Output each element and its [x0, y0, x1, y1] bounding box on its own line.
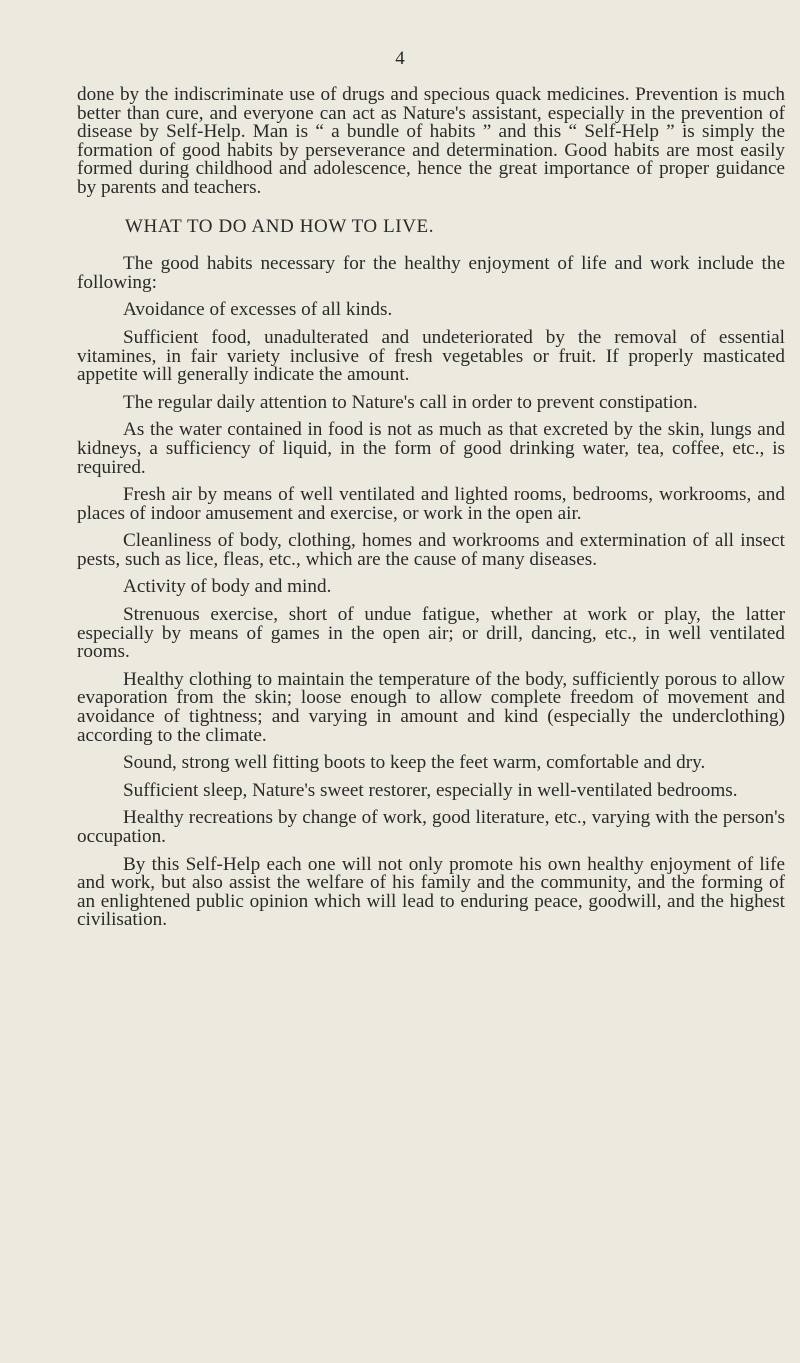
paragraph-fresh-air: Fresh air by means of well ventilated and lighted rooms, bedrooms, workrooms, and places of indoor amusement and exercise, or work in the open air.: [77, 484, 785, 524]
paragraph-boots: Sound, strong well fitting boots to keep the feet warm, comfortable and dry.: [123, 752, 706, 774]
paragraph-water: As the water contained in food is not as much as that excreted by the skin, lungs and kidneys, a sufficiency of liquid, in the form of good drinking water, tea, coffee, etc., is required.: [77, 419, 785, 478]
section-heading: WHAT TO DO AND HOW TO LIVE.: [125, 215, 435, 237]
intro-paragraph: done by the indiscriminate use of drugs and specious quack medicines. Prevention is much better than cure, and everyone can act as Nature's assistant, especially in the prevention of disease by Self-Help. Man is “ a bundle of habits ” and this “ Self-Help ” is simply the formation of good habits by perseverance and determination. Good habits are most easily formed during childhood and adolescence, hence the great importance of proper guidance by parents and teachers.: [77, 84, 785, 198]
paragraph-healthy-clothing: Healthy clothing to maintain the temperature of the body, sufficiently porous to allow evaporation from the skin; loose enough to allow complete freedom of movement and avoidance of tightness; and varying in amount and kind (especially the underclothing) according to the climate.: [77, 668, 785, 746]
text-column: [77, 86, 785, 939]
page-number: 4: [395, 48, 405, 69]
paragraph-self-help: By this Self-Help each one will not only promote his own healthy enjoyment of life and work, but also assist the welfare of his family and the community, and the forming of an enlightened public opinion which will lead to enduring peace, goodwill, and the highest civilisation.: [77, 853, 785, 931]
paragraph-cleanliness: Cleanliness of body, clothing, homes and workrooms and extermination of all insect pests, such as lice, fleas, etc., which are the cause of many diseases.: [77, 530, 785, 570]
paragraph-recreations: Healthy recreations by change of work, good literature, etc., varying with the person's occupation.: [77, 807, 785, 847]
paragraph-strenuous-exercise: Strenuous exercise, short of undue fatigue, whether at work or play, the latter especially by means of games in the open air; or drill, dancing, etc., in well ventilated rooms.: [77, 604, 785, 663]
paragraph-good-habits: The good habits necessary for the healthy enjoyment of life and work include the following:: [77, 253, 785, 293]
paragraph-sufficient-food: Sufficient food, unadulterated and undeteriorated by the removal of essential vitamines, in fair variety inclusive of fresh vegetables or fruit. If properly masticated appetite will generally indicate the amount.: [77, 326, 785, 386]
paragraph-natures-call: The regular daily attention to Nature's call in order to prevent constipation.: [123, 391, 698, 413]
paragraph-avoidance-of-excesses: Avoidance of excesses of all kinds.: [123, 299, 393, 321]
paragraph-activity: Activity of body and mind.: [123, 576, 332, 598]
paragraph-sleep: Sufficient sleep, Nature's sweet restorer, especially in well-ventilated bedrooms.: [123, 779, 738, 801]
